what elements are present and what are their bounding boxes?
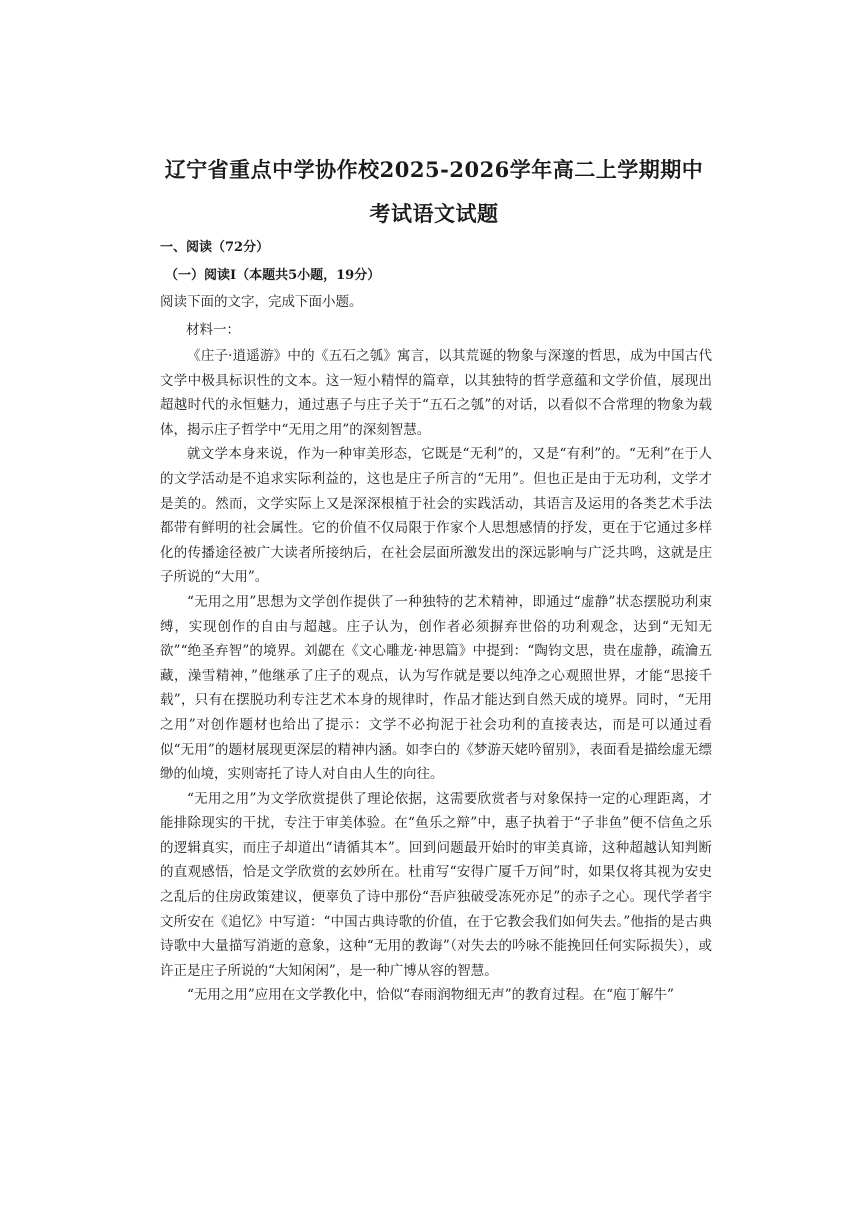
exam-title-line1: 辽宁省重点中学协作校2025-2026学年高二上学期期中 [164, 157, 704, 182]
passage-paragraph: “无用之用”为文学欣赏提供了理论依据，这需要欣赏者与对象保持一定的心理距离，才能排除现实的干扰，专注于审美体验。在“鱼乐之辩”中，惠子执着于“子非鱼”便不信鱼之乐的逻辑真实，而庄子却道出“请循其本”。回到问题最开始时的审美真谛，这种超越认知判断的直观感悟，恰是文学欣赏的玄妙所在。杜甫写“安得广厦千万间”时，如果仅将其视为安史之乱后的住房政策建议，便辜负了诗中那份“吾庐独破受冻死亦足”的赤子之心。现代学者宇文所安在《追忆》中写道：“中国古典诗歌的价值，在于它教会我们如何失去。”他指的是古典诗歌中大量描写消逝的意象，这种“无用的教诲”（对失去的吟咏不能挽回任何实际损失），或许正是庄子所说的“大知闲闲”，是一种广博从容的智慧。 [160, 790, 712, 979]
passage-paragraph: “无用之用”思想为文学创作提供了一种独特的艺术精神，即通过“虚静”状态摆脱功利束缚，实现创作的自由与超越。庄子认为，创作者必须摒弃世俗的功利观念，达到“无知无欲”“绝圣弃智”的境界。刘勰在《文心雕龙·神思篇》中提到：“陶钧文思，贵在虚静，疏瀹五藏，澡雪精神，”他继承了庄子的观点，认为写作就是要以纯净之心观照世界，才能“思接千载”，只有在摆脱功利专注艺术本身的规律时，作品才能达到自然天成的境界。同时，“无用之用”对创作题材也给出了提示：文学不必拘泥于社会功利的直接表达，而是可以通过看似“无用”的题材展现更深层的精神内涵。如李白的《梦游天姥吟留别》，表面看是描绘虚无缥缈的仙境，实则寄托了诗人对自由人生的向往。 [160, 593, 712, 783]
passage-paragraph: “无用之用”应用在文学教化中，恰似“春雨润物细无声”的教育过程。在“庖丁解牛” [187, 987, 674, 1004]
subsection-heading-reading-1: （一）阅读Ⅰ（本题共5小题，19分） [165, 268, 381, 283]
passage-paragraph: 就文学本身来说，作为一种审美形态，它既是“无利”的，又是“有利”的。“无利”在于人的文学活动是不追求实际利益的，这也是庄子所言的“无用”。但也正是由于无功利，文学才是美的。然而，文学实际上又是深深根植于社会的实践活动，其语言及运用的各类艺术手法都带有鲜明的社会属性。它的价值不仅局限于作家个人思想感情的抒发，更在于它通过多样化的传播途径被广大读者所接纳后，在社会层面所激发出的深远影响与广泛共鸣，这就是庄子所说的“大用”。 [160, 446, 712, 586]
section-heading-reading: 一、阅读（72分） [160, 240, 270, 255]
passage-body [160, 344, 712, 1008]
exam-title-line2: 考试语文试题 [369, 201, 499, 226]
material-label: 材料一： [186, 322, 240, 338]
reading-instruction: 阅读下面的文字，完成下面小题。 [160, 294, 363, 310]
passage-paragraph: 《庄子·逍遥游》中的《五石之瓠》寓言，以其荒诞的物象与深邃的哲思，成为中国古代文学中极具标识性的文本。这一短小精悍的篇章，以其独特的哲学意蕴和文学价值，展现出超越时代的永恒魅力，通过惠子与庄子关于“五石之瓠”的对话，以看似不合常理的物象为载体，揭示庄子哲学中“无用之用”的深刻智慧。 [160, 348, 712, 438]
